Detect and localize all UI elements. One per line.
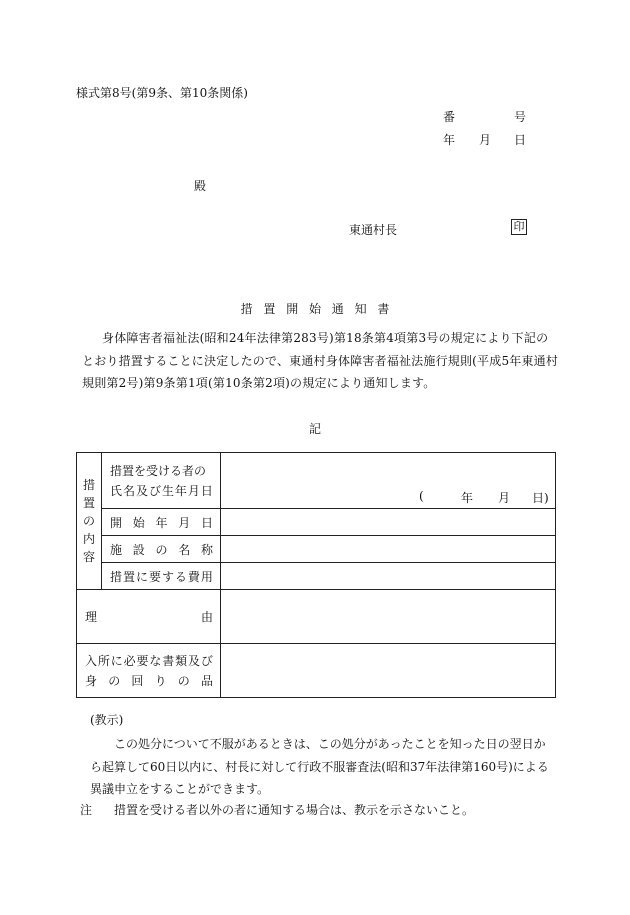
char: 要 <box>148 569 161 584</box>
char: 所 <box>97 653 110 668</box>
char: に <box>135 569 148 584</box>
facility-name-value[interactable] <box>221 536 556 563</box>
row-label-reason <box>77 590 221 644</box>
date-month-label: 月 <box>479 133 492 147</box>
row-label-facility-name <box>102 536 221 563</box>
char: 氏 <box>110 483 123 498</box>
ki-heading: 記 <box>308 422 321 436</box>
char: 書 <box>162 653 175 668</box>
number-label: 番 <box>443 110 456 124</box>
char: 名 <box>178 542 191 557</box>
char: 品 <box>200 673 213 688</box>
char: 年 <box>174 483 187 498</box>
group-char: 内 <box>82 532 95 546</box>
char: 身 <box>85 673 98 688</box>
reason-value[interactable] <box>221 590 556 644</box>
char: す <box>161 569 174 584</box>
instruction-text: この処分について不服があるときは、この処分があったことを知った日の翌日から起算して60日以内に、村長に対して行政不服審査法(昭和37年法律第160号)による異議申立をすることができます。 <box>90 737 549 796</box>
form-number: 様式第8号(第9条、第10条関係) <box>76 86 248 100</box>
char: 回 <box>131 673 144 688</box>
group-char: 容 <box>82 550 95 564</box>
char: 及 <box>188 653 201 668</box>
measure-table <box>76 452 556 698</box>
char: 施 <box>110 542 123 557</box>
date-year-label: 年 <box>443 133 456 147</box>
char: る <box>174 569 187 584</box>
row-label-start-date <box>102 509 221 536</box>
row-label-cost <box>102 563 221 590</box>
char: 要 <box>136 653 149 668</box>
group-char: の <box>82 514 95 528</box>
char: 称 <box>200 542 213 557</box>
birth-month: 月 <box>498 491 511 505</box>
char: び <box>200 653 213 668</box>
required-items-value[interactable] <box>221 644 556 698</box>
birth-day: 日) <box>532 491 549 505</box>
group-char: 置 <box>82 496 95 510</box>
body-paragraph: 身体障害者福祉法(昭和24年法律第283号)第18条第4項第3号の規定により下記のとおり措置することに決定したので、東通村身体障害者福祉法施行規則(平成5年東通村規則第2号)第9条第1項(第10条第2項)の規定により通知します。 <box>82 331 559 390</box>
char: 開 <box>110 515 123 530</box>
char: 及 <box>135 483 148 498</box>
char: な <box>149 653 162 668</box>
label-line: 措置を受ける者の <box>110 463 207 478</box>
instruction-label: (教示) <box>90 713 124 727</box>
char: 用 <box>200 569 213 584</box>
start-date-value[interactable] <box>221 509 556 536</box>
cost-value[interactable] <box>221 563 556 590</box>
row-label-name-birth <box>102 453 221 509</box>
document-title: 措置開始通知書 <box>240 302 401 316</box>
note-label: 注 <box>80 803 93 817</box>
char: の <box>155 542 168 557</box>
char: の <box>108 673 121 688</box>
char: 置 <box>122 569 135 584</box>
note-text: 措置を受ける者以外の者に通知する場合は、教示を示さないこと。 <box>114 803 475 817</box>
group-char: 措 <box>82 478 95 492</box>
char: 生 <box>161 483 174 498</box>
char: り <box>154 673 167 688</box>
birth-year: 年 <box>461 491 474 505</box>
char: 日 <box>200 515 213 530</box>
char: 必 <box>123 653 136 668</box>
char: 由 <box>200 610 213 624</box>
seal-mark: 印 <box>511 219 527 235</box>
date-day-label: 日 <box>514 133 527 147</box>
row-label-required-items <box>77 644 221 698</box>
name-birth-value[interactable] <box>221 453 556 509</box>
char: 入 <box>85 653 98 668</box>
char: 類 <box>175 653 188 668</box>
char: 措 <box>110 569 123 584</box>
char: 日 <box>200 483 213 498</box>
birth-open: ( <box>419 489 424 503</box>
char: の <box>177 673 190 688</box>
char: 設 <box>132 542 145 557</box>
addressee-suffix: 殿 <box>194 179 207 193</box>
char: 費 <box>187 569 200 584</box>
char: 月 <box>178 515 191 530</box>
group-label-measure-content <box>77 453 102 590</box>
char: 始 <box>132 515 145 530</box>
char: 月 <box>187 483 200 498</box>
char: 名 <box>122 483 135 498</box>
char: 理 <box>85 610 98 624</box>
issuer-name: 東通村長 <box>349 223 398 237</box>
char: 年 <box>155 515 168 530</box>
char: び <box>148 483 161 498</box>
char: に <box>110 653 123 668</box>
number-suffix: 号 <box>514 110 527 124</box>
